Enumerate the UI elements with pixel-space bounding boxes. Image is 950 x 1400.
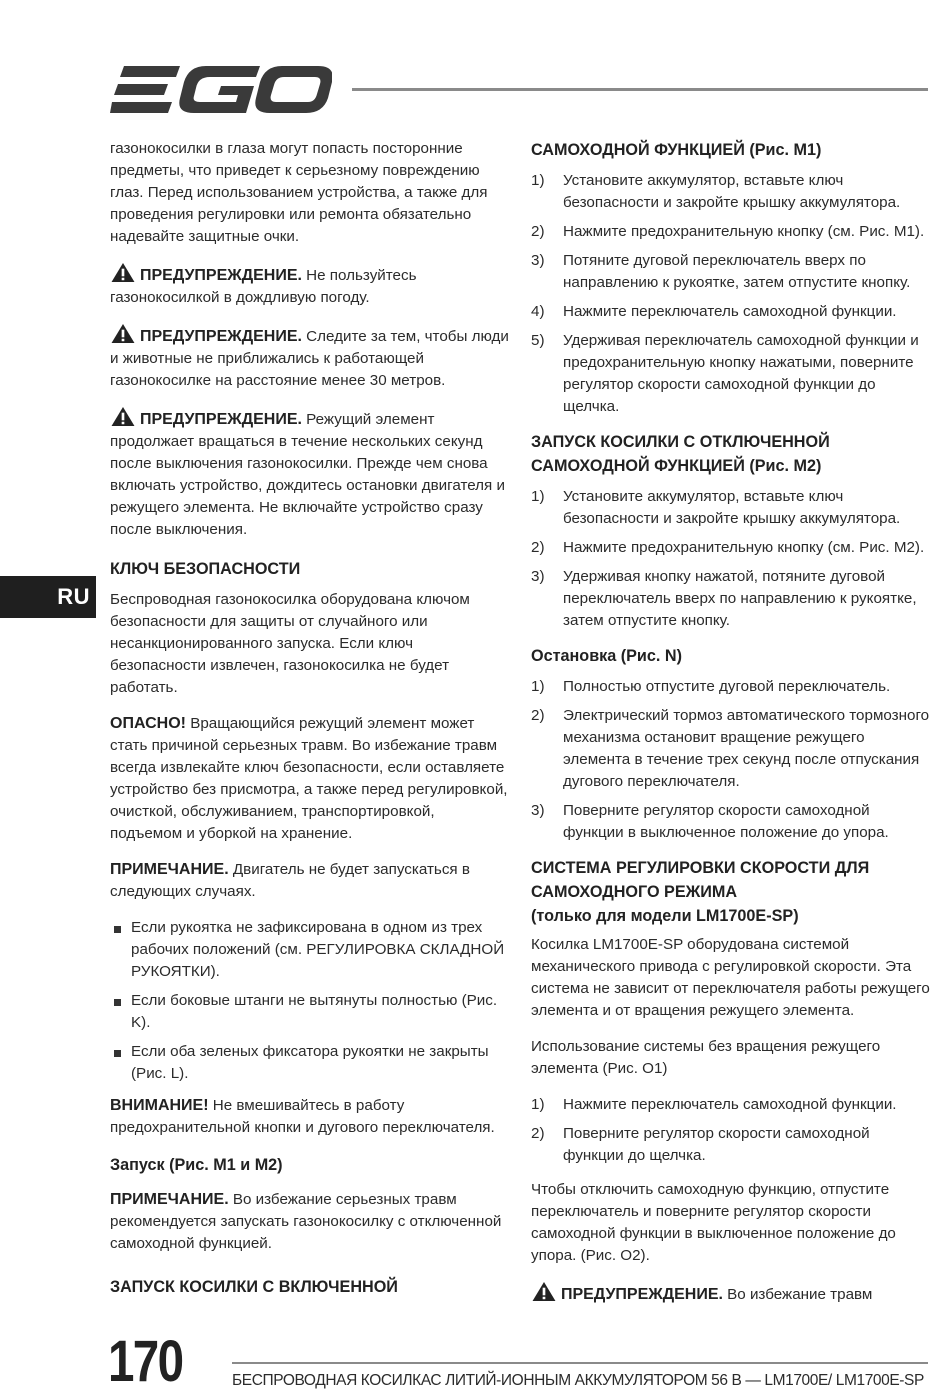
step-text: Нажмите предохранительную кнопку (см. Рис. M2). [563,539,925,556]
safety-key-heading: КЛЮЧ БЕЗОПАСНОСТИ [110,560,301,578]
page-footer [0,1330,950,1400]
step-text: Нажмите предохранительную кнопку (см. Рис. M1). [563,223,925,240]
note-engine [110,859,510,903]
list-item [531,676,931,698]
list-item: Если оба зеленых фиксатора рукоятки не закрыты (Рис. L). [110,1041,510,1085]
start-off-heading: ЗАПУСК КОСИЛКИ С ОТКЛЮЧЕННОЙ САМОХОДНОЙ ФУНКЦИЕЙ (Рис. M2) [531,433,830,475]
danger-label: ОПАСНО! [110,715,186,732]
start-on-heading: ЗАПУСК КОСИЛКИ С ВКЛЮЧЕННОЙ [110,1278,398,1296]
step-number: 2) [531,539,545,556]
step-text: Удерживая переключатель самоходной функции и предохранительную кнопку нажатыми, поверните регулятор скорости самоходной функции до щелчка. [563,332,919,415]
start-off-steps [531,486,931,632]
warning-text: Не пользуйтесь газонокосилкой в дождливую погоду. [110,267,417,306]
note-label: ПРИМЕЧАНИЕ. [110,1191,229,1208]
note-text: Во избежание серьезных травм рекомендуется запускать газонокосилку с отключенной самоходной функцией. [110,1191,502,1252]
step-number: 2) [531,1125,545,1142]
list-item: Если боковые штанги не вытянуты полностью (Рис. K). [110,990,510,1034]
list-item [531,301,931,323]
warning-triangle-icon [531,1281,557,1302]
ego-logo [110,62,332,118]
step-number: 5) [531,332,545,349]
usage-steps [531,1094,931,1167]
attention-label: ВНИМАНИЕ! [110,1097,209,1114]
list-item [531,705,931,793]
step-number: 2) [531,707,545,724]
right-column [531,138,931,1320]
warning-label: ПРЕДУПРЕЖДЕНИЕ. [561,1286,723,1303]
step-text: Поверните регулятор скорости самоходной функции в выключенное положение до упора. [563,802,889,841]
step-text: Нажмите переключатель самоходной функции. [563,303,897,320]
note-text: Двигатель не будет запускаться в следующих случаях. [110,861,470,900]
list-item [531,170,931,214]
step-number: 3) [531,802,545,819]
note-start [110,1189,510,1255]
step-number: 1) [531,172,545,189]
page-header [0,0,950,130]
step-number: 1) [531,678,545,695]
warning-triangle-icon [110,262,136,283]
usage-paragraph: Использование системы без вращения режущего элемента (Рис. O1) [531,1038,881,1077]
step-text: Электрический тормоз автоматического тормозного механизма остановит вращение режущего элемента в течение трех секунд после отпускания дугового переключателя. [563,707,930,790]
speed-system-heading [531,856,931,928]
engine-conditions-list [110,917,510,1085]
safety-key-paragraph: Беспроводная газонокосилка оборудована ключом безопасности для защиты от случайного или несанкционированного запуска. Если ключ безопасности извлечен, газонокосилка не будет работать. [110,591,470,696]
step-number: 3) [531,568,545,585]
warning-label: ПРЕДУПРЕЖДЕНИЕ. [140,267,302,284]
warning-blade [110,406,510,541]
start-heading: Запуск (Рис. M1 и M2) [110,1156,283,1174]
list-item [531,537,931,559]
list-item [531,1123,931,1167]
list-item [531,1094,931,1116]
step-text: Установите аккумулятор, вставьте ключ безопасности и закройте крышку аккумулятора. [563,488,901,527]
list-item [531,566,931,632]
step-number: 3) [531,252,545,269]
stop-steps [531,676,931,844]
disable-paragraph: Чтобы отключить самоходную функцию, отпустите переключатель и поверните регулятор скорости самоходной функции в выключенное положение до упора. (Рис. O2). [531,1181,896,1264]
step-number: 4) [531,303,545,320]
warning-text: Следите за тем, чтобы люди и животные не приближались к работающей газонокосилке на расстояние менее 30 метров. [110,328,509,389]
page-number: 170 [108,1329,183,1394]
speed-heading-model: (только для модели LM1700E-SP) [531,907,799,925]
step-number: 2) [531,223,545,240]
attention-paragraph [110,1095,510,1139]
step-text: Потяните дуговой переключатель вверх по направлению к рукоятке, затем отпустите кнопку. [563,252,911,291]
list-item [531,330,931,418]
step-text: Установите аккумулятор, вставьте ключ безопасности и закройте крышку аккумулятора. [563,172,901,211]
danger-text: Вращающийся режущий элемент может стать причиной серьезных травм. Во избежание травм всегда извлекайте ключ безопасности, если оставляете устройство без присмотра, а также перед регулировкой, очисткой, обслуживанием, транспортировкой, подъемом и уборкой на хранение. [110,715,508,842]
list-item [531,486,931,530]
step-text: Поверните регулятор скорости самоходной функции до щелчка. [563,1125,870,1164]
step-number: 1) [531,488,545,505]
speed-heading-line: СИСТЕМА РЕГУЛИРОВКИ СКОРОСТИ ДЛЯ САМОХОДНОГО РЕЖИМА [531,859,870,901]
start-on-heading-cont: САМОХОДНОЙ ФУНКЦИЕЙ (Рис. M1) [531,141,822,159]
footer-title: БЕСПРОВОДНАЯ КОСИЛКАС ЛИТИЙ-ИОННЫМ АККУМУЛЯТОРОМ 56 В — LM1700E/ LM1700E-SP [232,1372,924,1389]
warning-injury [531,1281,931,1306]
header-rule [352,88,928,91]
attention-text: Не вмешивайтесь в работу предохранительной кнопки и дугового переключателя. [110,1097,495,1136]
note-label: ПРИМЕЧАНИЕ. [110,861,229,878]
left-column [110,138,510,1307]
step-text: Полностью отпустите дуговой переключатель. [563,678,891,695]
footer-rule [232,1362,928,1364]
warning-distance [110,323,510,392]
danger-paragraph [110,713,510,845]
step-text: Нажмите переключатель самоходной функции. [563,1096,897,1113]
step-number: 1) [531,1096,545,1113]
step-text: Удерживая кнопку нажатой, потяните дуговой переключатель вверх по направлению к рукоятке, затем отпустите кнопку. [563,568,917,629]
intro-paragraph: газонокосилки в глаза могут попасть посторонние предметы, что приведет к серьезному повреждению глаз. Перед использованием устройства, а также для проведения регулировки или ремонта обязательно надевайте защитные очки. [110,140,488,245]
warning-triangle-icon [110,406,136,427]
stop-heading: Остановка (Рис. N) [531,647,682,665]
start-on-steps [531,170,931,418]
list-item [531,250,931,294]
language-tab: RU [0,576,96,618]
warning-label: ПРЕДУПРЕЖДЕНИЕ. [140,328,302,345]
speed-system-paragraph: Косилка LM1700E-SP оборудована системой механического привода с регулировкой скорости. Эта система не зависит от переключателя работы режущего элемента и от вращения режущего элемента. [531,936,930,1019]
warning-text: Во избежание травм [722,1286,873,1303]
warning-text: Режущий элемент продолжает вращаться в течение нескольких секунд после выключения газонокосилки. Прежде чем снова включать устройство, дождитесь остановки двигателя и режущего элемента. Не включайте устройство сразу после выключения. [110,411,505,538]
warning-triangle-icon [110,323,136,344]
warning-rain [110,262,510,309]
list-item [531,221,931,243]
warning-label: ПРЕДУПРЕЖДЕНИЕ. [140,411,302,428]
list-item [531,800,931,844]
list-item: Если рукоятка не зафиксирована в одном из трех рабочих положений (см. РЕГУЛИРОВКА СКЛАДНОЙ РУКОЯТКИ). [110,917,510,983]
